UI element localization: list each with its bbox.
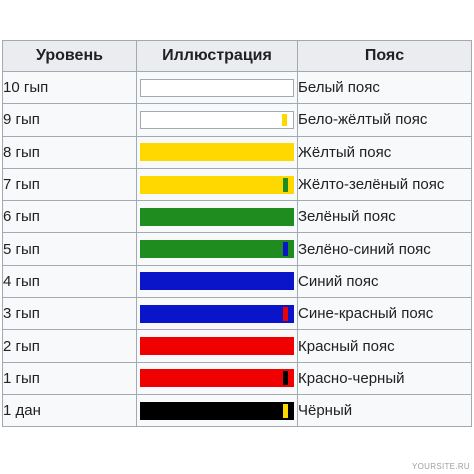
- belt-stripe: [283, 371, 288, 385]
- header-level: Уровень: [3, 41, 137, 72]
- level-cell: 4 гып: [3, 265, 137, 297]
- illustration-cell: [137, 265, 298, 297]
- belt-name-cell: Зелёно-синий пояс: [298, 233, 472, 265]
- table-row: [3, 394, 472, 426]
- illustration-cell: [137, 201, 298, 233]
- belt-swatch: [140, 111, 294, 129]
- belt-name-cell: Сине-красный пояс: [298, 298, 472, 330]
- belt-swatch: [140, 208, 294, 226]
- illustration-cell: [137, 330, 298, 362]
- illustration-cell: [137, 168, 298, 200]
- belt-swatch: [140, 337, 294, 355]
- belt-swatch: [140, 79, 294, 97]
- belt-name-cell: Белый пояс: [298, 72, 472, 104]
- belt-name-cell: Зелёный пояс: [298, 201, 472, 233]
- watermark: YOURSITE.RU: [412, 462, 470, 471]
- belt-name-cell: Синий пояс: [298, 265, 472, 297]
- level-cell: 6 гып: [3, 201, 137, 233]
- level-cell: 1 гып: [3, 362, 137, 394]
- table-body: [3, 72, 472, 427]
- belt-stripe: [282, 114, 287, 126]
- table-row: [3, 104, 472, 136]
- illustration-cell: [137, 362, 298, 394]
- table-row: [3, 298, 472, 330]
- level-cell: 10 гып: [3, 72, 137, 104]
- level-cell: 1 дан: [3, 394, 137, 426]
- level-cell: 7 гып: [3, 168, 137, 200]
- belt-stripe: [283, 307, 288, 321]
- table-row: [3, 201, 472, 233]
- level-cell: 3 гып: [3, 298, 137, 330]
- belt-stripe: [283, 242, 288, 256]
- table-row: [3, 168, 472, 200]
- header-row: [3, 41, 472, 72]
- level-cell: 8 гып: [3, 136, 137, 168]
- illustration-cell: [137, 233, 298, 265]
- belt-name-cell: Бело-жёлтый пояс: [298, 104, 472, 136]
- level-cell: 2 гып: [3, 330, 137, 362]
- illustration-cell: [137, 136, 298, 168]
- belt-stripe: [283, 178, 288, 192]
- table-row: [3, 233, 472, 265]
- belt-rank-table: [2, 40, 472, 427]
- belt-name-cell: Жёлтый пояс: [298, 136, 472, 168]
- table-row: [3, 136, 472, 168]
- illustration-cell: [137, 298, 298, 330]
- belt-swatch: [140, 176, 294, 194]
- belt-swatch: [140, 305, 294, 323]
- belt-swatch: [140, 402, 294, 420]
- illustration-cell: [137, 72, 298, 104]
- belt-stripe: [283, 404, 288, 418]
- level-cell: 5 гып: [3, 233, 137, 265]
- table-row: [3, 362, 472, 394]
- belt-swatch: [140, 240, 294, 258]
- belt-name-cell: Чёрный: [298, 394, 472, 426]
- table-row: [3, 330, 472, 362]
- level-cell: 9 гып: [3, 104, 137, 136]
- illustration-cell: [137, 104, 298, 136]
- table-row: [3, 72, 472, 104]
- belt-swatch: [140, 272, 294, 290]
- belt-swatch: [140, 143, 294, 161]
- belt-name-cell: Красный пояс: [298, 330, 472, 362]
- belt-swatch: [140, 369, 294, 387]
- header-belt: Пояс: [298, 41, 472, 72]
- belt-name-cell: Жёлто-зелёный пояс: [298, 168, 472, 200]
- table-row: [3, 265, 472, 297]
- belt-name-cell: Красно-черный: [298, 362, 472, 394]
- illustration-cell: [137, 394, 298, 426]
- header-illustration: Иллюстрация: [137, 41, 298, 72]
